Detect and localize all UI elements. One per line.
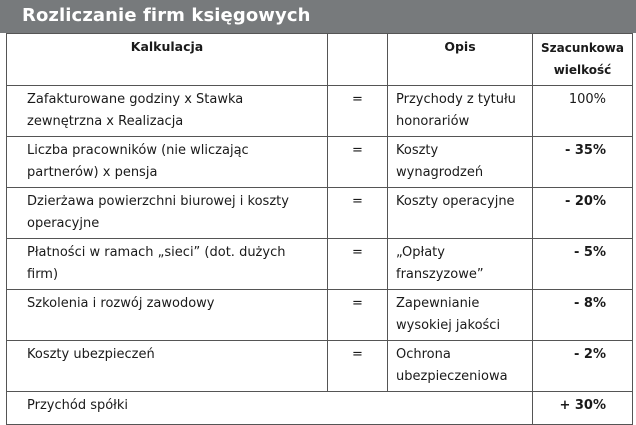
table-row (7, 137, 633, 188)
header-estimate: Szacunkowa wielkość (533, 34, 633, 86)
total-row (7, 392, 633, 425)
row-operator: = (328, 137, 388, 188)
row-description: Koszty operacyjne (388, 188, 533, 239)
table-row (7, 290, 633, 341)
row-operator: = (328, 290, 388, 341)
row-estimate: - 35% (533, 137, 633, 188)
header-description: Opis (388, 34, 533, 86)
row-description: Zapewnianie wysokiej jakości (388, 290, 533, 341)
row-estimate: - 20% (533, 188, 633, 239)
row-operator: = (328, 239, 388, 290)
row-description: Ochrona ubezpieczeniowa (388, 341, 533, 392)
row-calculation: Zafakturowane godziny x Stawka zewnętrzna x Realizacja (7, 86, 328, 137)
header-calculation: Kalkulacja (7, 34, 328, 86)
row-calculation: Liczba pracowników (nie wliczając partnerów) x pensja (7, 137, 328, 188)
row-description: „Opłaty franszyzowe” (388, 239, 533, 290)
title-bar (0, 0, 636, 33)
accounting-table (6, 33, 633, 425)
row-estimate: - 5% (533, 239, 633, 290)
total-label: Przychód spółki (7, 392, 533, 425)
table-header-row (7, 34, 633, 86)
row-estimate: 100% (533, 86, 633, 137)
table-row (7, 86, 633, 137)
row-calculation: Szkolenia i rozwój zawodowy (7, 290, 328, 341)
row-calculation: Koszty ubezpieczeń (7, 341, 328, 392)
total-estimate: + 30% (533, 392, 633, 425)
table-row (7, 239, 633, 290)
row-description: Koszty wynagrodzeń (388, 137, 533, 188)
row-description: Przychody z tytułu honorariów (388, 86, 533, 137)
table-row (7, 188, 633, 239)
header-equals (328, 34, 388, 86)
row-estimate: - 8% (533, 290, 633, 341)
table-row (7, 341, 633, 392)
row-calculation: Dzierżawa powierzchni biurowej i koszty operacyjne (7, 188, 328, 239)
row-calculation: Płatności w ramach „sieci” (dot. dużych firm) (7, 239, 328, 290)
row-operator: = (328, 188, 388, 239)
row-estimate: - 2% (533, 341, 633, 392)
row-operator: = (328, 341, 388, 392)
row-operator: = (328, 86, 388, 137)
page-title: Rozliczanie firm księgowych (22, 5, 311, 26)
